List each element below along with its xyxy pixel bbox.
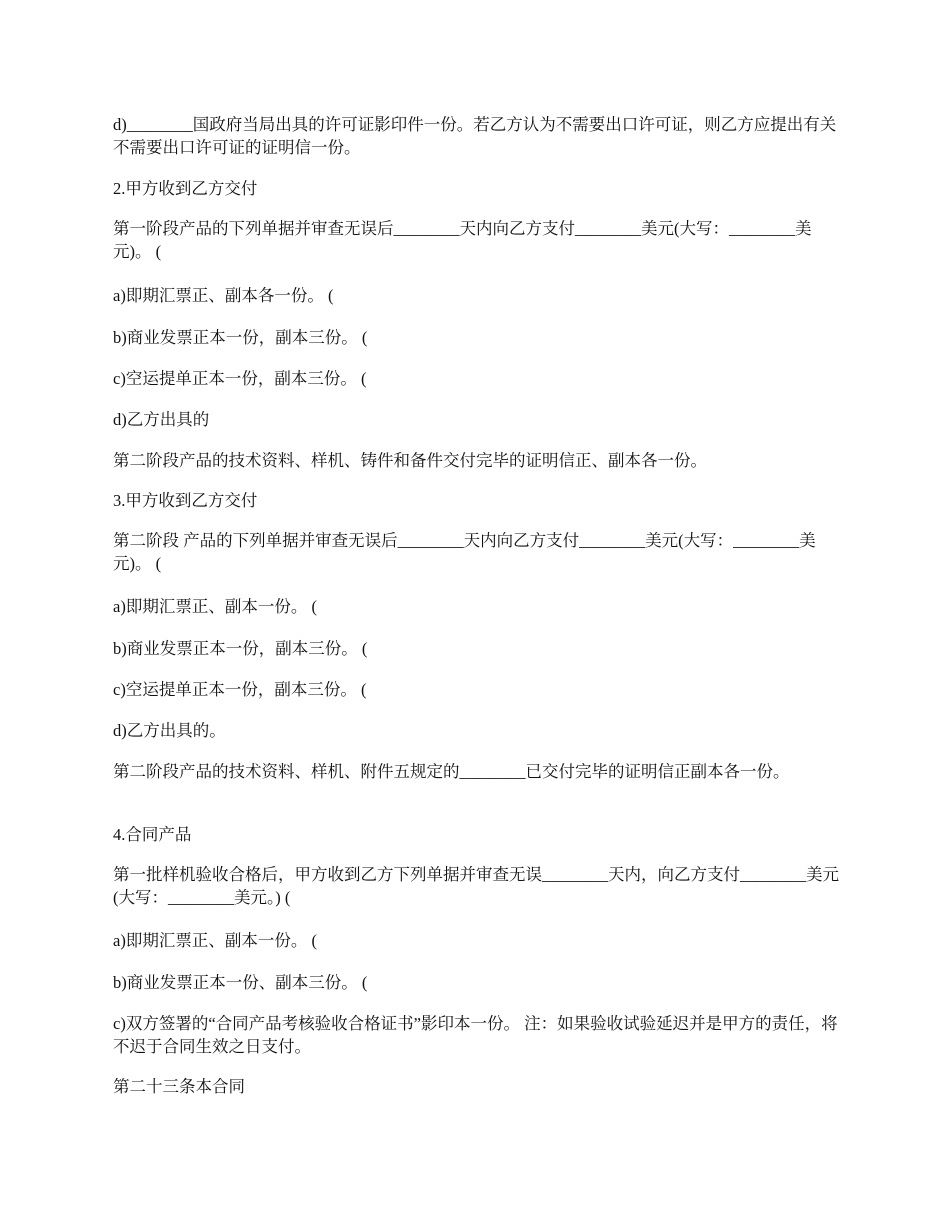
paragraph-item-a: a)即期汇票正、副本各一份。 ( [113,286,334,305]
paragraph-first-batch-payment: 第一批样机验收合格后，甲方收到乙方下列单据并审查无误________天内，向乙方支付________美元(大写：________美元。) ( [113,865,839,907]
paragraph-item-d: d)乙方出具的 [113,410,210,429]
paragraph-stage-1-payment: 第一阶段产品的下列单据并审查无误后________天内向乙方支付________美元(大写：________美元)。 ( [113,219,812,261]
paragraph-stage-2-certificate: 第二阶段产品的技术资料、样机、铸件和备件交付完毕的证明信正、副本各一份。 [113,451,707,470]
paragraph-item-c: c)空运提单正本一份，副本三份。 ( [113,680,367,699]
paragraph-item-d: d)乙方出具的。 [113,721,226,740]
paragraph-item-b: b)商业发票正本一份，副本三份。 ( [113,328,368,347]
paragraph-item-b: b)商业发票正本一份，副本三份。 ( [113,639,368,658]
paragraph-item-b: b)商业发票正本一份、副本三份。 ( [113,973,368,992]
paragraph-section-2-heading: 2.甲方收到乙方交付 [113,179,258,198]
paragraph-item-a: a)即期汇票正、副本一份。 ( [113,931,317,950]
paragraph-section-3-heading: 3.甲方收到乙方交付 [113,491,258,510]
paragraph-item-c: c)空运提单正本一份，副本三份。 ( [113,369,367,388]
paragraph-item-a: a)即期汇票正、副本一份。 ( [113,597,317,616]
paragraph-stage-2-annex: 第二阶段产品的技术资料、样机、附件五规定的________已交付完毕的证明信正副本各一份。 [113,762,790,781]
paragraph-item-c: c)双方签署的“合同产品考核验收合格证书”影印本一份。 注：如果验收试验延迟并是甲方的责任，将不迟于合同生效之日支付。 [113,1014,838,1056]
paragraph-export-license: d)________国政府当局出具的许可证影印件一份。若乙方认为不需要出口许可证，则乙方应提出有关不需要出口许可证的证明信一份。 [113,115,837,157]
paragraph-stage-2-payment: 第二阶段 产品的下列单据并审查无误后________天内向乙方支付________美元(大写：________美元)。 ( [113,531,816,573]
paragraph-article-23: 第二十三条本合同 [113,1077,245,1096]
paragraph-section-4-heading: 4.合同产品 [113,825,192,844]
